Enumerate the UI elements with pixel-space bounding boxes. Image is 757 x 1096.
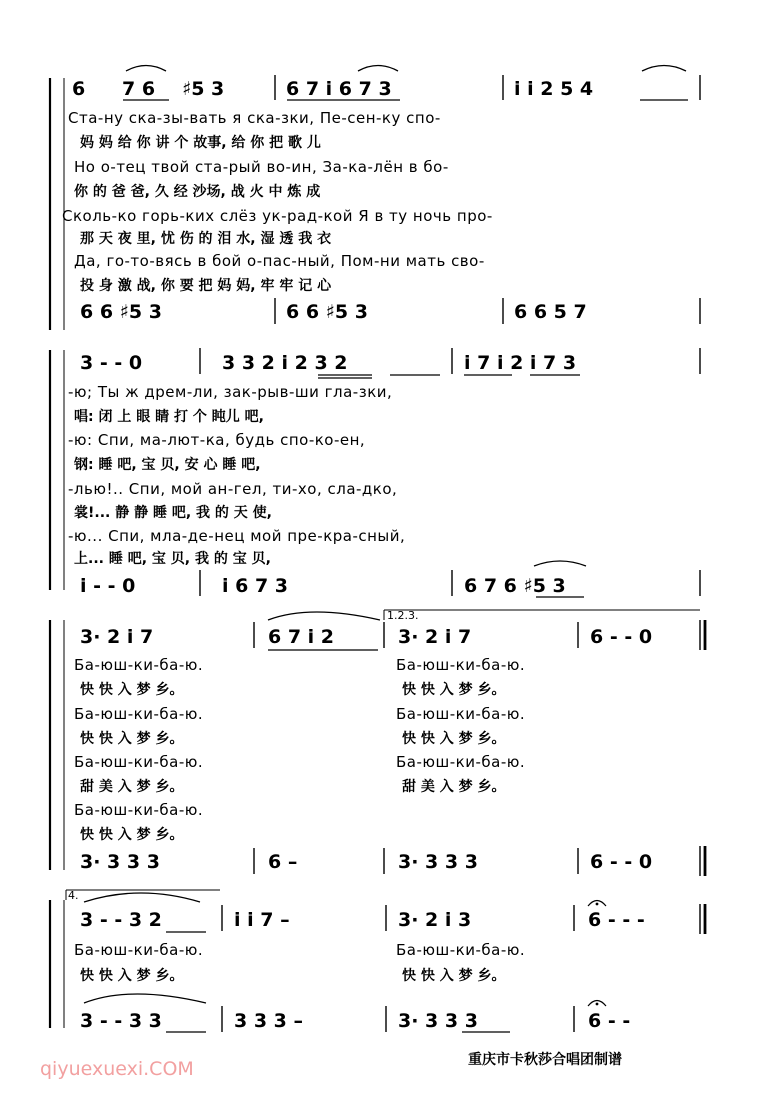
s2-top-m2: 3 3 2 i 2 3 2 xyxy=(222,352,348,374)
s1-lyric-zh-2: 你 的 爸 爸, 久 经 沙场, 战 火 中 炼 成 xyxy=(74,184,321,200)
s4-zh-left: 快 快 入 梦 乡。 xyxy=(80,968,184,984)
s1-top-m2: 6 7 i 6 7 3 xyxy=(286,78,392,100)
s3-zh-right-3: 甜 美 入 梦 乡。 xyxy=(402,779,506,795)
s2-lyric-ru-4: -ю... Спи, мла-де-нец мой пре-кра-сный, xyxy=(68,527,406,545)
s3-bottom-m4: 6 - - 0 xyxy=(590,851,653,873)
s2-lyric-zh-3: 裳!... 静 静 睡 吧, 我 的 天 使, xyxy=(74,505,272,521)
system-4-brace xyxy=(50,900,64,1028)
s4-ru-right: Ба-юш-ки-ба-ю. xyxy=(396,941,526,959)
s3-zh-left-1: 快 快 入 梦 乡。 xyxy=(80,682,184,698)
s3-zh-left-4: 快 快 入 梦 乡。 xyxy=(80,827,184,843)
s3-ru-right-1: Ба-юш-ки-ба-ю. xyxy=(396,656,526,674)
score-credit: 重庆市卡秋莎合唱团制谱 xyxy=(468,1052,622,1068)
s3-bottom-m2: 6 – xyxy=(268,851,298,873)
s3-top-m3: 3· 2 i 7 xyxy=(398,626,472,648)
s3-ru-right-2: Ба-юш-ки-ба-ю. xyxy=(396,705,526,723)
s2-bottom-m2: i 6 7 3 xyxy=(222,575,289,597)
s4-top-m3: 3· 2 i 3 xyxy=(398,909,472,931)
s4-bottom-m4: 6 - - xyxy=(588,1010,631,1032)
s1-lyric-zh-4: 投 身 激 战, 你 要 把 妈 妈, 牢 牢 记 心 xyxy=(80,278,332,294)
s4-bottom-m1: 3 - - 3 3 xyxy=(80,1010,162,1032)
s3-ru-right-3: Ба-юш-ки-ба-ю. xyxy=(396,753,526,771)
s4-zh-right: 快 快 入 梦 乡。 xyxy=(402,968,506,984)
s3-bottom-m1: 3· 3 3 3 xyxy=(80,851,160,873)
s3-ru-left-3: Ба-юш-ки-ба-ю. xyxy=(74,753,204,771)
s1-top-m1-c: ♯5 3 xyxy=(182,78,225,100)
system-3-brace xyxy=(50,620,64,870)
s4-bottom-m2: 3 3 3 – xyxy=(234,1010,304,1032)
volta-1-2-3-label: 1.2.3. xyxy=(387,609,419,622)
s1-bottom-m1: 6 6 ♯5 3 xyxy=(80,301,162,323)
s1-top-m1-a: 6 xyxy=(72,78,86,100)
system-3-slur xyxy=(268,612,380,620)
s4-top-m1: 3 - - 3 2 xyxy=(80,909,162,931)
s3-top-m1: 3· 2 i 7 xyxy=(80,626,154,648)
s1-lyric-ru-1: Ста-ну ска-зы-вать я ска-зки, Пе-сен-ку спо- xyxy=(68,109,441,127)
s1-lyric-ru-2: Но о-тец твой ста-рый во-ин, За-ка-лён в бо- xyxy=(74,158,449,176)
system-2-slurs xyxy=(534,561,586,566)
s3-bottom-m3: 3· 3 3 3 xyxy=(398,851,478,873)
s3-ru-left-2: Ба-юш-ки-ба-ю. xyxy=(74,705,204,723)
volta-4-bracket xyxy=(66,890,220,900)
volta-4-label: 4. xyxy=(68,889,79,902)
system-2-brace xyxy=(50,350,64,590)
s4-top-m4: 6 - - - xyxy=(588,909,645,931)
s3-top-m4: 6 - - 0 xyxy=(590,626,653,648)
s1-top-m1-b: 7 6 xyxy=(122,78,156,100)
system-1-brace xyxy=(50,78,64,330)
system-1-slurs xyxy=(126,66,686,72)
s1-top-m3: i i 2 5 4 xyxy=(514,78,594,100)
system-3-end-repeat xyxy=(700,620,705,876)
s3-zh-right-2: 快 快 入 梦 乡。 xyxy=(402,731,506,747)
s2-lyric-zh-4: 上... 睡 吧, 宝 贝, 我 的 宝 贝, xyxy=(74,551,271,567)
s3-top-m2: 6 7 i 2 xyxy=(268,626,335,648)
s2-lyric-ru-1: -ю; Ты ж дрем-ли, зак-рыв-ши гла-зки, xyxy=(68,383,393,401)
s2-lyric-ru-2: -ю: Спи, ма-лют-ка, будь спо-ко-ен, xyxy=(68,431,366,449)
s2-lyric-zh-1: 唱: 闭 上 眼 睛 打 个 盹儿 吧, xyxy=(74,409,264,425)
s1-lyric-zh-1: 妈 妈 给 你 讲 个 故事, 给 你 把 歌 儿 xyxy=(80,135,321,151)
s2-top-m1: 3 - - 0 xyxy=(80,352,143,374)
s1-bottom-m3: 6 6 5 7 xyxy=(514,301,587,323)
s2-bottom-m3: 6 7 6 ♯5 3 xyxy=(464,575,566,597)
s2-lyric-zh-2: 钢: 睡 吧, 宝 贝, 安 心 睡 吧, xyxy=(74,457,261,473)
s1-lyric-ru-3: Сколь-ко горь-ких слёз ук-рад-кой Я в ту ночь про- xyxy=(62,207,493,225)
s4-bottom-m3: 3· 3 3 3 xyxy=(398,1010,478,1032)
s1-lyric-zh-3: 那 天 夜 里, 忧 伤 的 泪 水, 湿 透 我 衣 xyxy=(80,231,332,247)
s3-ru-left-4: Ба-юш-ки-ба-ю. xyxy=(74,801,204,819)
s2-lyric-ru-3: -лью!.. Спи, мой ан-гел, ти-хо, сла-дко, xyxy=(68,480,398,498)
s3-zh-right-1: 快 快 入 梦 乡。 xyxy=(402,682,506,698)
s2-top-m3: i 7 i 2 i 7 3 xyxy=(464,352,577,374)
s3-zh-left-3: 甜 美 入 梦 乡。 xyxy=(80,779,184,795)
s1-bottom-m2: 6 6 ♯5 3 xyxy=(286,301,368,323)
s3-ru-left-1: Ба-юш-ки-ба-ю. xyxy=(74,656,204,674)
s2-bottom-m1: i - - 0 xyxy=(80,575,136,597)
system-4-final-barline xyxy=(700,904,705,934)
s4-top-m2: i i 7 – xyxy=(234,909,290,931)
watermark: qiyuexuexi.COM xyxy=(40,1058,194,1080)
s4-ru-left: Ба-юш-ки-ба-ю. xyxy=(74,941,204,959)
volta-1-2-3-bracket xyxy=(384,610,700,620)
s1-lyric-ru-4: Да, го-то-вясь в бой о-пас-ный, Пом-ни мать сво- xyxy=(74,252,485,270)
s3-zh-left-2: 快 快 入 梦 乡。 xyxy=(80,731,184,747)
